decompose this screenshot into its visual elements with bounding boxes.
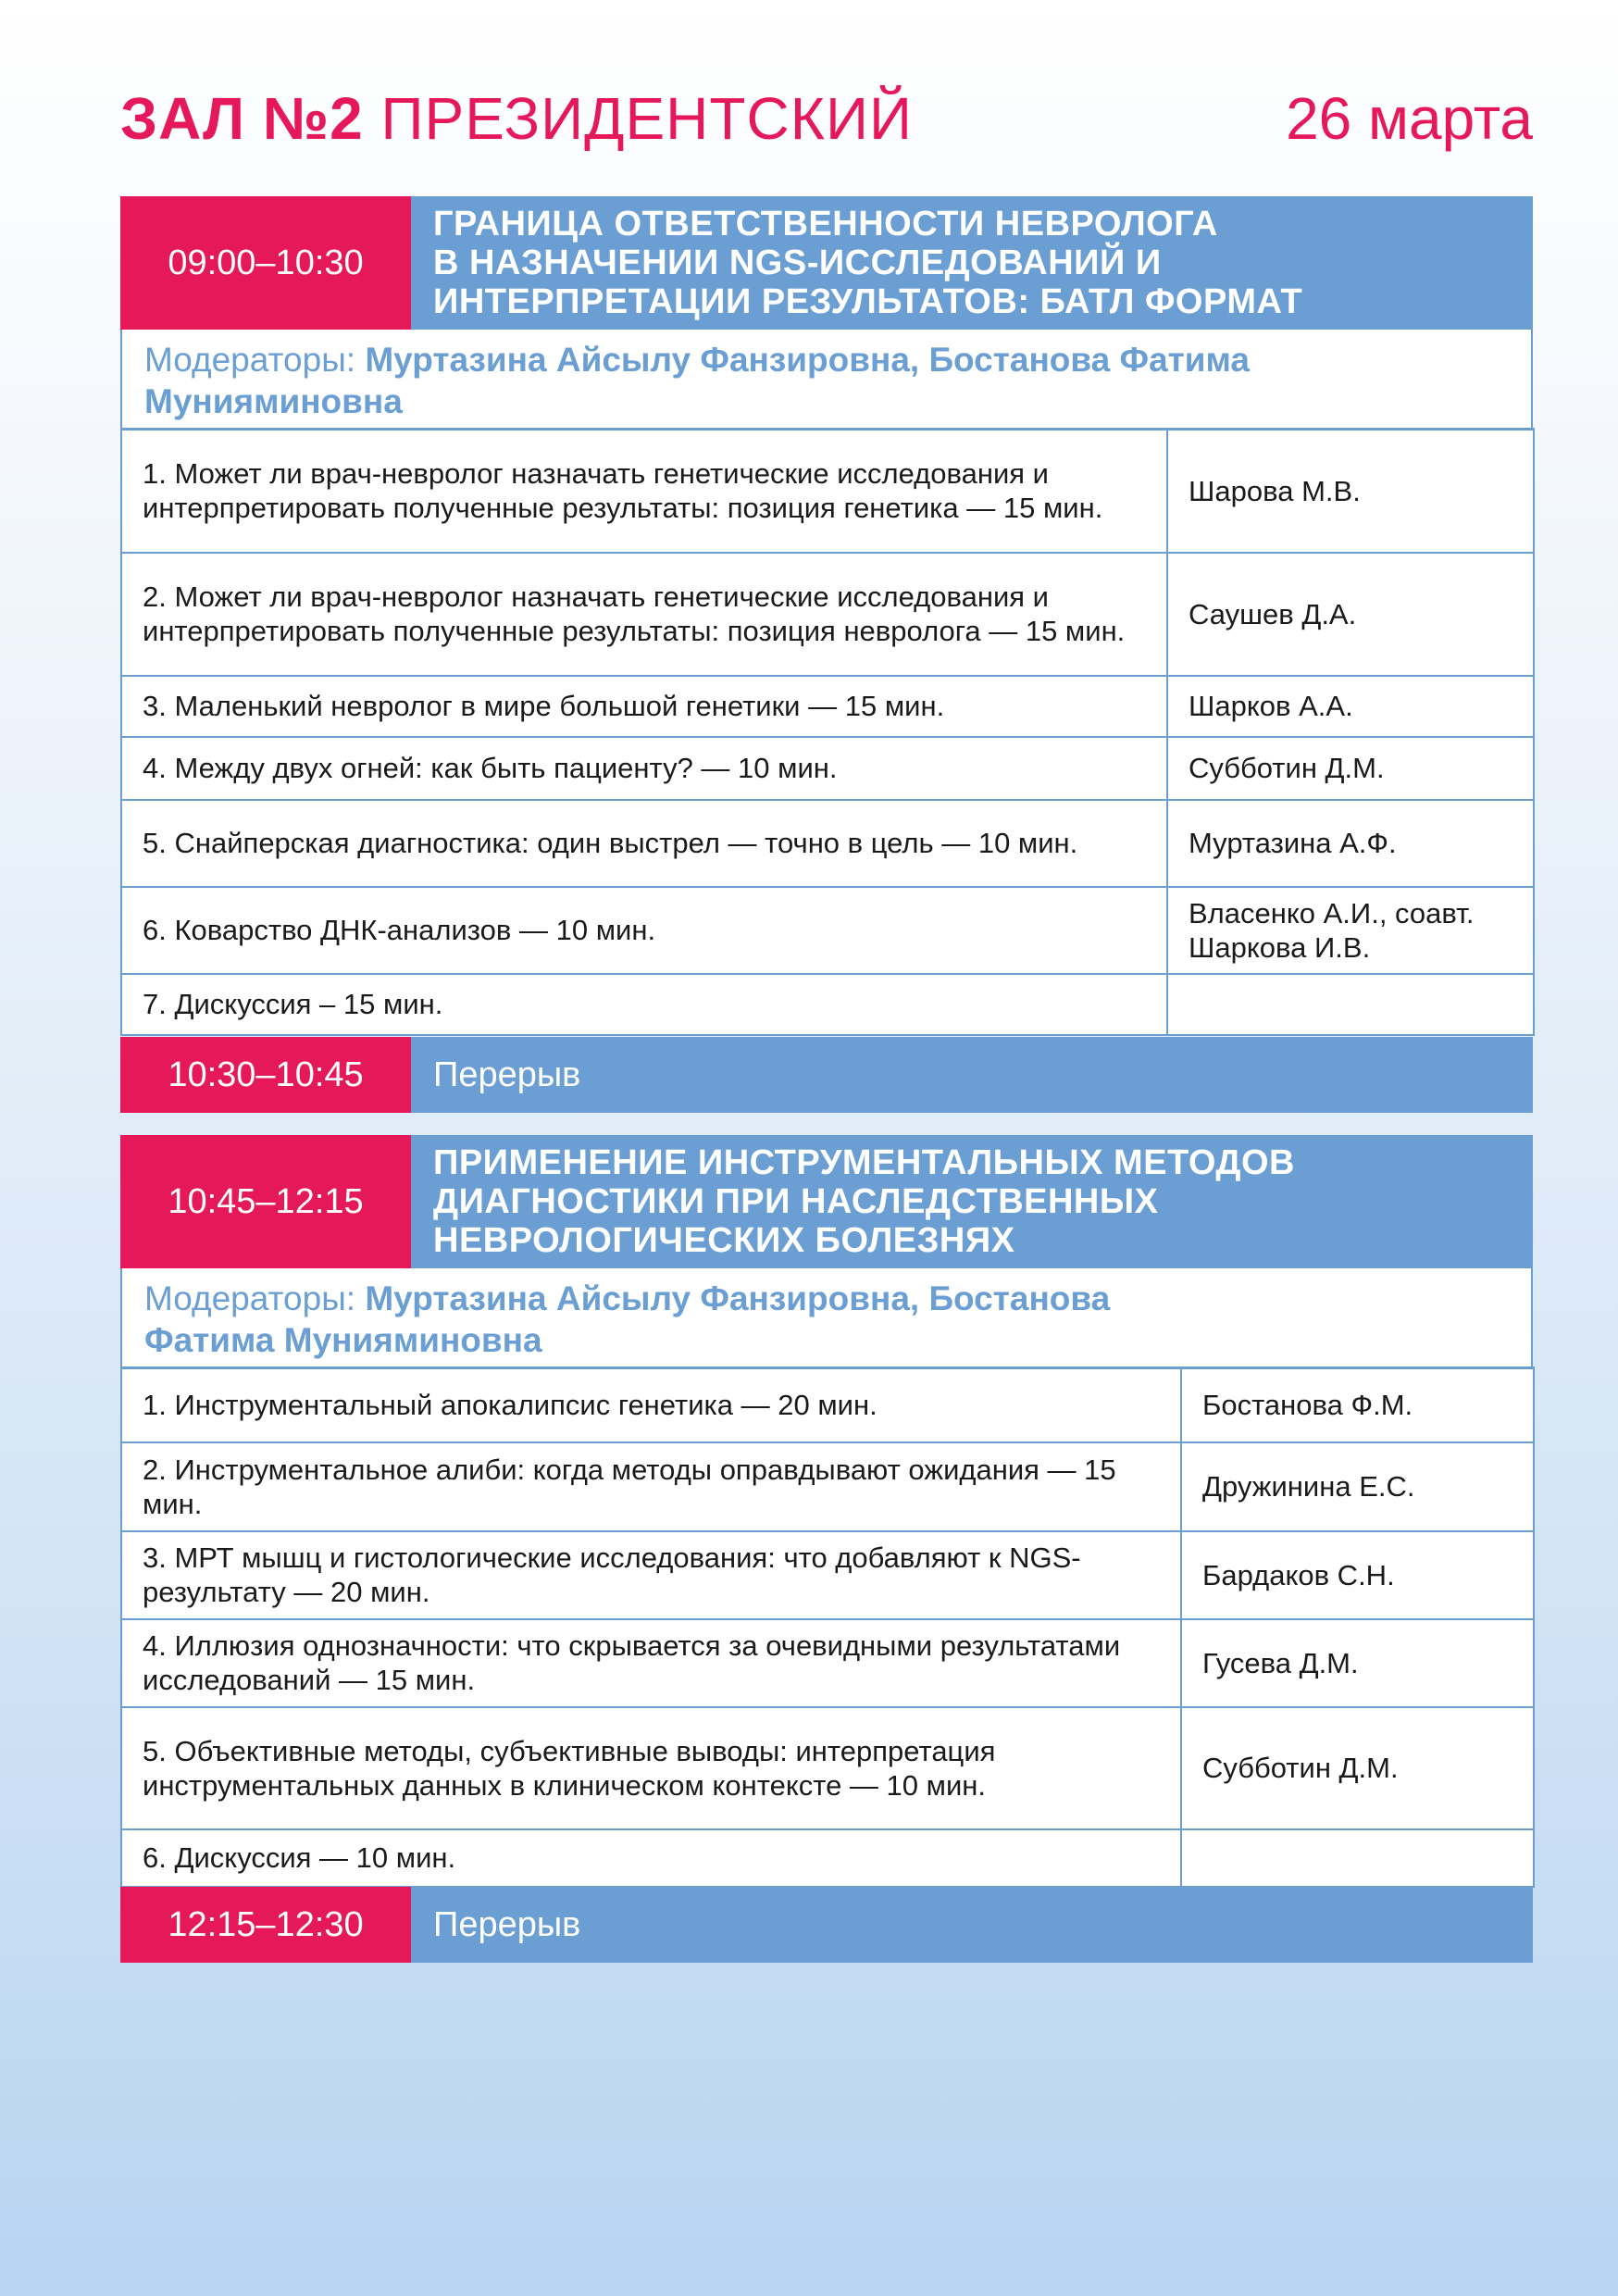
- session-2-title-line: ДИАГНОСТИКИ ПРИ НАСЛЕДСТВЕННЫХ: [433, 1182, 1159, 1221]
- event-date: 26 марта: [1286, 85, 1533, 152]
- table-row: [121, 1442, 1534, 1531]
- session-2-header: [120, 1135, 1533, 1268]
- talk-title: 5. Объективные методы, субъективные выводы: интерпретация инструментальных данных в клиническом контексте — 10 мин.: [121, 1707, 1181, 1829]
- hall-name: ПРЕЗИДЕНТСКИЙ: [380, 85, 913, 152]
- talk-speaker: Власенко А.И., соавт. Шаркова И.В.: [1167, 887, 1534, 974]
- moderators-label: Модераторы:: [144, 1279, 356, 1317]
- session-1: [120, 196, 1533, 1036]
- talk-speaker: Бостанова Ф.М.: [1181, 1368, 1534, 1442]
- talk-speaker: Гусева Д.М.: [1181, 1619, 1534, 1707]
- break-2-label: Перерыв: [411, 1887, 1533, 1963]
- talk-speaker: [1167, 974, 1534, 1035]
- break-1-row: [120, 1037, 1533, 1113]
- moderators-names: Муртазина Айсылу Фанзировна, Бостанова Фатима Мунияминовна: [144, 341, 1250, 420]
- talk-title: 6. Коварство ДНК-анализов — 10 мин.: [121, 887, 1167, 974]
- talk-title: 7. Дискуссия – 15 мин.: [121, 974, 1167, 1035]
- session-1-title-line: ИНТЕРПРЕТАЦИИ РЕЗУЛЬТАТОВ: БАТЛ ФОРМАТ: [433, 282, 1303, 321]
- session-2-talks-table: [120, 1366, 1535, 1888]
- session-1-talks-table: [120, 428, 1535, 1036]
- session-2: [120, 1135, 1533, 1888]
- talk-title: 4. Между двух огней: как быть пациенту? — 10 мин.: [121, 737, 1167, 800]
- session-2-title-text: [433, 1143, 1295, 1260]
- session-2-moderators: [120, 1268, 1533, 1366]
- session-2-time: 10:45–12:15: [120, 1135, 411, 1268]
- talk-speaker: Шарков А.А.: [1167, 676, 1534, 737]
- table-row: [121, 1531, 1534, 1619]
- break-2-row: [120, 1887, 1533, 1963]
- talk-title: 5. Снайперская диагностика: один выстрел — точно в цель — 10 мин.: [121, 800, 1167, 887]
- break-1: [120, 1037, 1533, 1113]
- table-row: [121, 1707, 1534, 1829]
- table-row: [121, 800, 1534, 887]
- talk-speaker: Саушев Д.А.: [1167, 553, 1534, 676]
- session-1-time: 09:00–10:30: [120, 196, 411, 330]
- talk-speaker: [1181, 1829, 1534, 1887]
- talk-title: 6. Дискуссия — 10 мин.: [121, 1829, 1181, 1887]
- talk-title: 3. МРТ мышц и гистологические исследования: что добавляют к NGS-результату — 20 мин.: [121, 1531, 1181, 1619]
- session-2-title: [411, 1135, 1533, 1268]
- talk-title: 2. Инструментальное алиби: когда методы оправдывают ожидания — 15 мин.: [121, 1442, 1181, 1531]
- table-row: [121, 676, 1534, 737]
- talk-title: 1. Может ли врач-невролог назначать генетические исследования и интерпретировать полученные результаты: позиция генетика — 15 мин.: [121, 430, 1167, 553]
- talk-speaker: Шарова М.В.: [1167, 430, 1534, 553]
- session-1-title-line: ГРАНИЦА ОТВЕТСТВЕННОСТИ НЕВРОЛОГА: [433, 205, 1218, 243]
- hall-number: ЗАЛ №2: [120, 85, 364, 152]
- session-1-header: [120, 196, 1533, 330]
- talk-speaker: Дружинина Е.С.: [1181, 1442, 1534, 1531]
- session-1-title-line: В НАЗНАЧЕНИИ NGS-ИССЛЕДОВАНИЙ И: [433, 243, 1162, 282]
- talk-speaker: Субботин Д.М.: [1181, 1707, 1534, 1829]
- talk-title: 2. Может ли врач-невролог назначать генетические исследования и интерпретировать полученные результаты: позиция невролога — 15 мин.: [121, 553, 1167, 676]
- break-2-time: 12:15–12:30: [120, 1887, 411, 1963]
- table-row: [121, 887, 1534, 974]
- talk-speaker: Субботин Д.М.: [1167, 737, 1534, 800]
- table-row: [121, 430, 1534, 553]
- break-2: [120, 1887, 1533, 1963]
- hall-title: [120, 81, 913, 156]
- session-1-title: [411, 196, 1533, 330]
- moderators-label: Модераторы:: [144, 341, 356, 379]
- session-2-title-line: ПРИМЕНЕНИЕ ИНСТРУМЕНТАЛЬНЫХ МЕТОДОВ: [433, 1143, 1295, 1182]
- talk-speaker: Бардаков С.Н.: [1181, 1531, 1534, 1619]
- page-header: [120, 81, 1533, 165]
- talk-title: 4. Иллюзия однозначности: что скрывается за очевидными результатами исследований — 15 мин.: [121, 1619, 1181, 1707]
- talk-title: 3. Маленький невролог в мире большой генетики — 15 мин.: [121, 676, 1167, 737]
- table-row: [121, 553, 1534, 676]
- table-row: [121, 1829, 1534, 1887]
- break-1-time: 10:30–10:45: [120, 1037, 411, 1113]
- moderators-names: Муртазина Айсылу Фанзировна, Бостанова Фатима Мунияминовна: [144, 1279, 1111, 1359]
- talk-title: 1. Инструментальный апокалипсис генетика — 20 мин.: [121, 1368, 1181, 1442]
- table-row: [121, 974, 1534, 1035]
- talk-speaker: Муртазина А.Ф.: [1167, 800, 1534, 887]
- table-row: [121, 1368, 1534, 1442]
- session-2-title-line: НЕВРОЛОГИЧЕСКИХ БОЛЕЗНЯХ: [433, 1221, 1015, 1260]
- table-row: [121, 737, 1534, 800]
- session-1-moderators: [120, 330, 1533, 428]
- session-1-title-text: [433, 205, 1302, 321]
- break-1-label: Перерыв: [411, 1037, 1533, 1113]
- table-row: [121, 1619, 1534, 1707]
